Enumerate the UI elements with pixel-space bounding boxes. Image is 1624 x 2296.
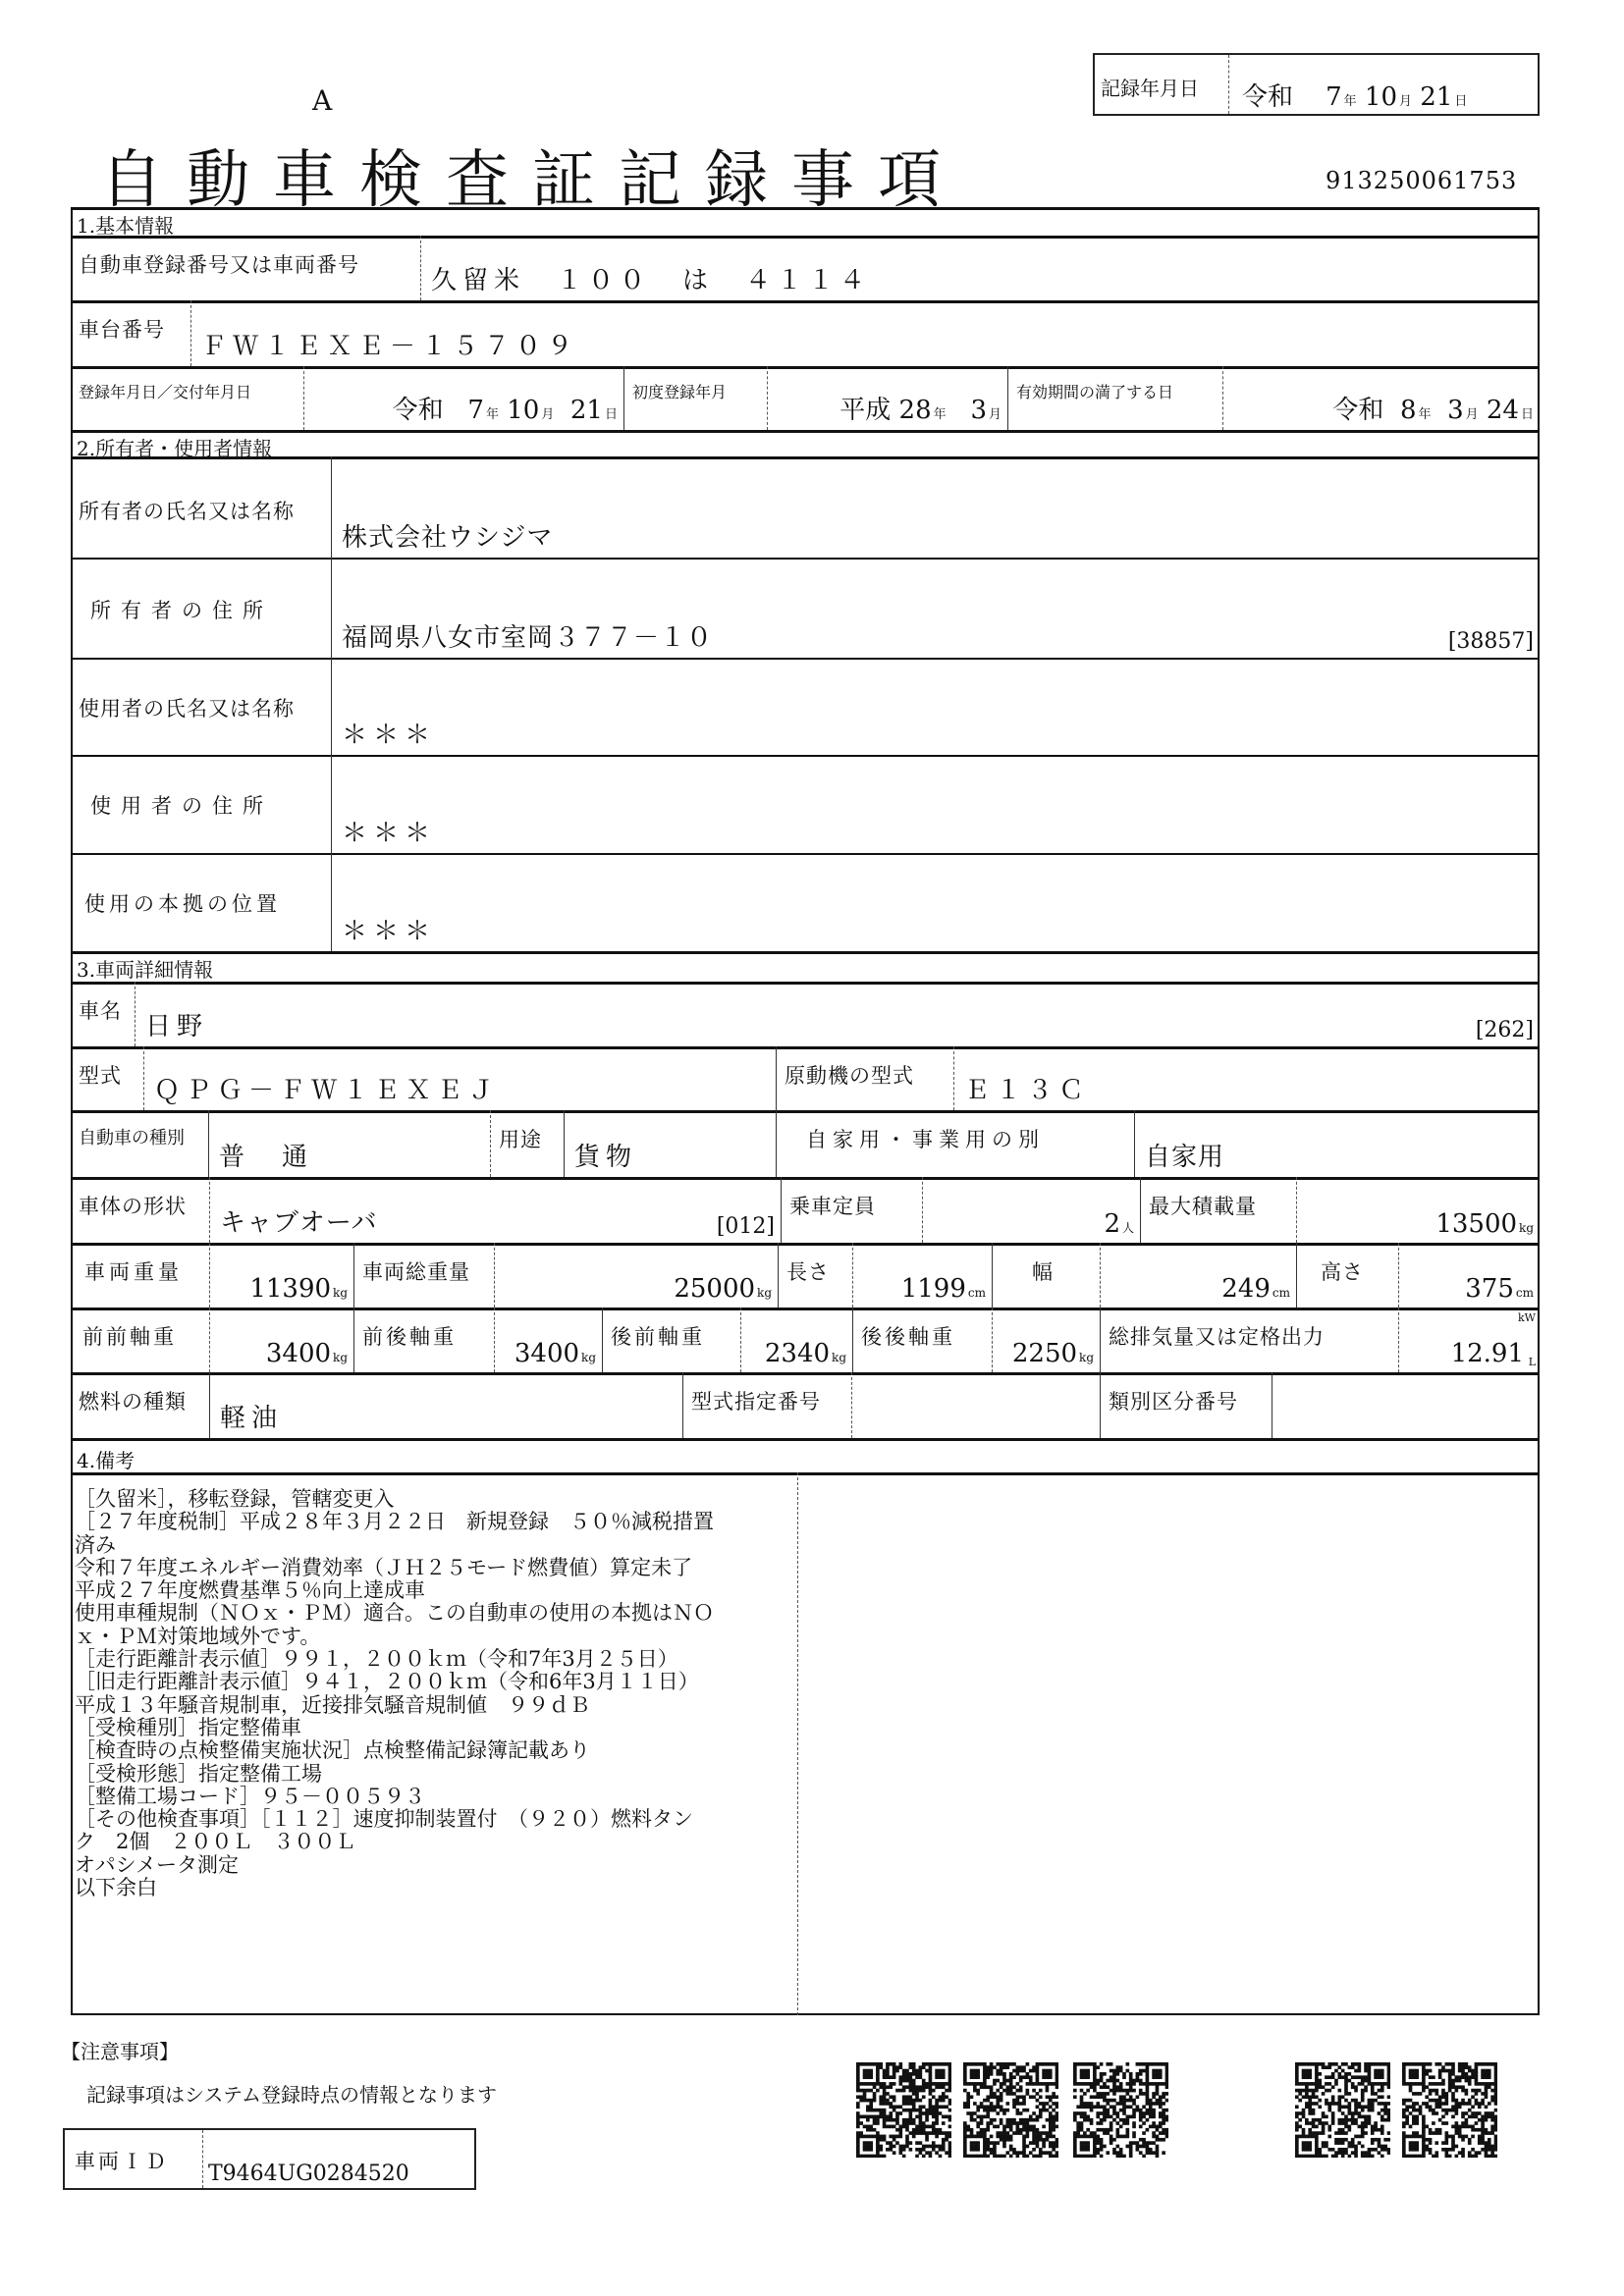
unit: cm (1272, 1286, 1290, 1300)
unit-kw: kW (1518, 1311, 1536, 1324)
capacity-label: 乗車定員 (789, 1195, 876, 1218)
fr-axle (514, 1339, 596, 1368)
rule (71, 951, 1540, 954)
notice-title: 【注意事項】 (61, 2040, 179, 2063)
max-load-label: 最大積載量 (1149, 1195, 1257, 1218)
gross-weight (674, 1274, 772, 1304)
unit: kg (757, 1286, 772, 1300)
note-line: 以下余白 (75, 1876, 157, 1900)
record-date (1242, 77, 1467, 113)
value: 1199 (900, 1274, 966, 1304)
vehicle-id: T9464UG0284520 (208, 2162, 409, 2186)
value: 25000 (674, 1274, 756, 1304)
engine-model: Ｅ１３Ｃ (964, 1076, 1091, 1105)
vehicle-weight (249, 1274, 348, 1304)
day: 21 (569, 396, 603, 425)
era: 令和 (1332, 396, 1384, 425)
gross-weight-label: 車両総重量 (362, 1260, 470, 1284)
notice-text: 記録事項はシステム登録時点の情報となります (86, 2083, 497, 2107)
qr-code-2 (963, 2062, 1058, 2158)
value: 3400 (514, 1339, 580, 1368)
max-load (1435, 1209, 1534, 1239)
year: 7 (467, 396, 484, 425)
day: 21 (1420, 82, 1453, 112)
unit: kg (333, 1351, 348, 1364)
note-line: 平成１３年騒音規制車，近接排気騒音規制値 ９９ｄＢ (75, 1692, 590, 1717)
unit: kg (333, 1286, 348, 1300)
capacity-value: 2 (1104, 1209, 1120, 1239)
capacity (1104, 1209, 1134, 1239)
owner-name: 株式会社ウシジマ (342, 523, 554, 553)
car-name: 日野 (145, 1012, 209, 1041)
note-line: ク 2個 ２００Ｌ ３００Ｌ (75, 1830, 356, 1854)
record-date-label: 記録年月日 (1101, 77, 1199, 100)
qr-code-1 (856, 2062, 951, 2158)
unit: kg (1519, 1221, 1534, 1235)
month-unit: 月 (1399, 94, 1413, 109)
document-number: 913250061753 (1326, 167, 1518, 194)
height-label: 高さ (1321, 1260, 1364, 1284)
note-line: ［その他検査事項］［１１２］速度抑制装置付 （９２０）燃料タン (75, 1807, 693, 1832)
note-line: ［受検形態］指定整備工場 (75, 1761, 322, 1786)
registration-number-label: 自動車登録番号又は車両番号 (79, 253, 359, 277)
section-1-title: 1.基本情報 (77, 214, 175, 238)
expiry-label: 有効期間の満了する日 (1016, 383, 1174, 401)
chassis-number-label: 車台番号 (79, 318, 165, 342)
note-line: ｘ・ＰＭ対策地域外です。 (75, 1624, 321, 1648)
qr-code-3 (1073, 2062, 1168, 2158)
notes-list (75, 1488, 796, 1899)
owner-name-label: 所有者の氏名又は名称 (79, 500, 295, 523)
car-name-label: 車名 (79, 999, 122, 1023)
month-unit: 月 (988, 407, 1001, 422)
note-line: ［久留米］，移転登録，管轄変更入 (75, 1487, 395, 1511)
unit: kg (581, 1351, 596, 1364)
fr-axle-label: 前後軸重 (362, 1325, 457, 1349)
expiry-date (1332, 390, 1534, 426)
vehicle-type-label: 自動車の種別 (79, 1128, 185, 1148)
year-unit: 年 (1343, 94, 1357, 109)
month-unit: 月 (1465, 407, 1479, 422)
rule (71, 1472, 1540, 1475)
vehicle-weight-label: 車両重量 (84, 1260, 183, 1284)
base-location-label: 使用の本拠の位置 (84, 892, 281, 916)
month: 10 (1364, 82, 1397, 112)
rf-axle-label: 後前軸重 (611, 1325, 705, 1349)
owner-address-code: [38857] (1447, 629, 1534, 654)
vehicle-id-label: 車両ＩＤ (75, 2150, 169, 2173)
unit: kg (832, 1351, 846, 1364)
first-registration-label: 初度登録年月 (632, 383, 728, 401)
day-unit: 日 (604, 407, 618, 422)
form-letter: A (312, 84, 333, 117)
day: 24 (1486, 396, 1519, 425)
classification-label: 類別区分番号 (1109, 1390, 1238, 1414)
registration-number: 久留米 １００ は ４１１４ (431, 266, 872, 295)
era: 令和 (392, 396, 444, 425)
year-unit: 年 (485, 407, 499, 422)
value: 2250 (1011, 1339, 1078, 1368)
user-address: ＊＊＊ (342, 819, 437, 848)
vehicle-id-box (63, 2128, 476, 2190)
displacement: 12.91 (1450, 1339, 1524, 1368)
owner-address: 福岡県八女市室岡３７７－１０ (342, 623, 714, 653)
fuel: 軽油 (220, 1404, 284, 1433)
unit: kg (1079, 1351, 1094, 1364)
length-label: 長さ (786, 1260, 830, 1284)
divider (1228, 55, 1229, 114)
private-business-label: 自家用・事業用の別 (806, 1128, 1045, 1151)
page-title: 自動車検査証記録事項 (100, 144, 964, 217)
base-location: ＊＊＊ (342, 917, 437, 946)
ff-axle-label: 前前軸重 (82, 1325, 177, 1349)
value: 249 (1221, 1274, 1271, 1304)
rr-axle-label: 後後軸重 (861, 1325, 955, 1349)
note-line: ［旧走行距離計表示値］９４１，２００ｋｍ（令和6年3月１１日） (75, 1670, 699, 1694)
body-shape-code: [012] (716, 1214, 775, 1239)
section-4-title: 4.備考 (77, 1449, 135, 1472)
engine-model-label: 原動機の型式 (785, 1064, 914, 1088)
qr-code-4 (1295, 2062, 1390, 2158)
rule (71, 1438, 1540, 1441)
month: 3 (970, 396, 987, 425)
section-3-title: 3.車両詳細情報 (77, 958, 214, 982)
type-designation-label: 型式指定番号 (691, 1390, 821, 1414)
note-line: ［検査時の点検整備実施状況］点検整備記録簿記載あり (75, 1738, 590, 1763)
day-unit: 日 (1520, 407, 1534, 422)
width-label: 幅 (1032, 1260, 1054, 1284)
note-line: ［受検種別］指定整備車 (75, 1715, 301, 1739)
unit: cm (967, 1286, 986, 1300)
month: 10 (507, 396, 540, 425)
era: 令和 (1242, 82, 1294, 112)
length (901, 1274, 986, 1304)
unit: cm (1515, 1286, 1534, 1300)
registration-date-label: 登録年月日／交付年月日 (79, 383, 252, 401)
registration-date (393, 390, 618, 426)
note-line: 済み (75, 1532, 116, 1557)
user-name-label: 使用者の氏名又は名称 (79, 697, 295, 721)
user-name: ＊＊＊ (342, 721, 437, 750)
era: 平成 (839, 396, 892, 425)
rf-axle (765, 1339, 846, 1368)
ff-axle (266, 1339, 348, 1368)
rr-axle (1012, 1339, 1094, 1368)
year: 28 (898, 396, 932, 425)
note-line: オパシメータ測定 (75, 1852, 239, 1877)
notes-divider (797, 1472, 798, 2015)
note-line: ［２７年度税制］平成２８年３月２２日 新規登録 ５０％減税措置 (75, 1510, 714, 1534)
divider (202, 2130, 203, 2188)
displacement-label: 総排気量又は定格出力 (1109, 1325, 1325, 1349)
value: 2340 (764, 1339, 831, 1368)
note-line: 使用車種規制（ＮＯｘ・ＰＭ）適合。この自動車の使用の本拠はＮＯ (75, 1601, 714, 1626)
vehicle-type: 普 通 (219, 1143, 314, 1172)
note-line: 令和７年度エネルギー消費効率（ＪＨ２５モード燃費値）算定未了 (75, 1555, 693, 1579)
month-unit: 月 (541, 407, 555, 422)
model: ＱＰＧ－ＦＷ１ＥＸＥＪ (154, 1076, 501, 1105)
unit: 人 (1121, 1221, 1134, 1235)
car-name-code: [262] (1475, 1018, 1534, 1042)
year-unit: 年 (1418, 407, 1432, 422)
width (1221, 1274, 1290, 1304)
year: 8 (1399, 396, 1417, 425)
note-line: 平成２７年度燃費基準５％向上達成車 (75, 1578, 425, 1603)
rule (71, 430, 1540, 433)
first-registration (839, 390, 1001, 426)
body-shape: キャブオーバ (220, 1208, 378, 1238)
private-business: 自家用 (1145, 1143, 1225, 1172)
max-load-value: 13500 (1435, 1209, 1518, 1239)
fuel-label: 燃料の種類 (79, 1390, 187, 1414)
unit-l: L (1528, 1356, 1536, 1368)
height (1465, 1274, 1534, 1304)
qr-code-5 (1402, 2062, 1497, 2158)
section-2-title: 2.所有者・使用者情報 (77, 437, 273, 460)
year-unit: 年 (933, 407, 947, 422)
value: 3400 (265, 1339, 332, 1368)
chassis-number: ＦＷ１ＥＸＥ－１５７０９ (201, 332, 579, 361)
record-date-box (1093, 53, 1540, 116)
owner-address-label: 所有者の住所 (90, 599, 273, 622)
note-line: ［走行距離計表示値］９９１，２００ｋｍ（令和7年3月２５日） (75, 1647, 678, 1672)
purpose-label: 用途 (499, 1128, 542, 1151)
year: 7 (1326, 82, 1342, 112)
body-shape-label: 車体の形状 (79, 1195, 187, 1218)
note-line: ［整備工場コード］９５－００５９３ (75, 1784, 425, 1808)
value: 11390 (249, 1274, 332, 1304)
value: 375 (1465, 1274, 1514, 1304)
day-unit: 日 (1454, 94, 1468, 109)
user-address-label: 使用者の住所 (90, 794, 273, 818)
purpose: 貨物 (574, 1143, 638, 1172)
model-label: 型式 (79, 1064, 122, 1088)
month: 3 (1447, 396, 1464, 425)
